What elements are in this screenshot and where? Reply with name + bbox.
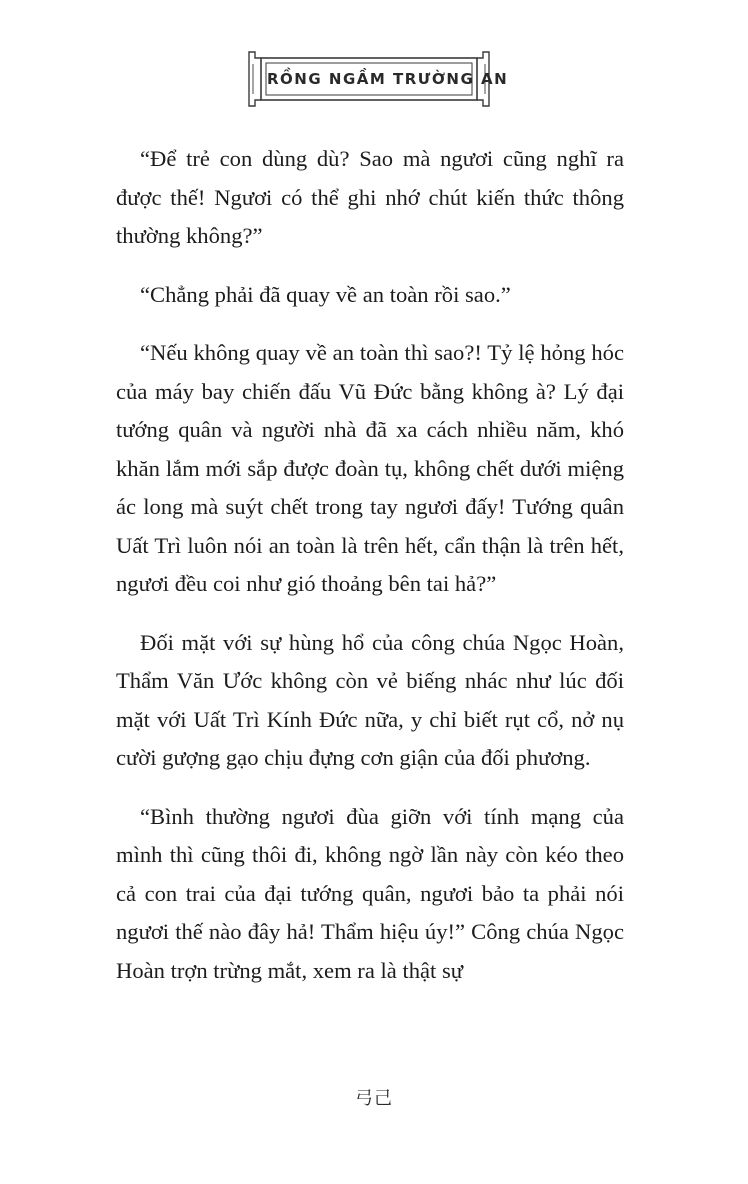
paragraph: Đối mặt với sự hùng hổ của công chúa Ngọc Hoàn, Thẩm Văn Ước không còn vẻ biếng nhác như lúc đối mặt với Uất Trì Kính Đức nữa, y chỉ biết rụt cổ, nở nụ cười gượng gạo chịu đựng cơn giận của đối phương. xyxy=(116,629,624,770)
book-title: RỒNG NGẦM TRƯỜNG AN xyxy=(267,70,509,88)
paragraph: “Chẳng phải đã quay về an toàn rồi sao.” xyxy=(140,281,511,307)
paragraph: “Để trẻ con dùng dù? Sao mà ngươi cũng nghĩ ra được thế! Ngươi có thể ghi nhớ chút kiến thức thông thường không?” xyxy=(116,146,624,248)
running-header xyxy=(245,48,509,110)
paragraph: “Bình thường ngươi đùa giỡn với tính mạng của mình thì cũng thôi đi, không ngờ lần này còn kéo theo cả con trai của đại tướng quân, ngươi bảo ta phải nói ngươi thế nào đây hả! Thẩm hiệu úy!” Công chúa Ngọc Hoàn trợn trừng mắt, xem ra là thật sự xyxy=(116,803,624,983)
page-number: 弓己 xyxy=(355,1088,393,1109)
page-body xyxy=(116,140,624,1010)
paragraph: “Nếu không quay về an toàn thì sao?! Tỷ lệ hỏng hóc của máy bay chiến đấu Vũ Đức bằng không à? Lý đại tướng quân và người nhà đã xa cách nhiều năm, khó khăn lắm mới sắp được đoàn tụ, không chết dưới miệng ác long mà suýt chết trong tay ngươi đấy! Tướng quân Uất Trì luôn nói an toàn là trên hết, cẩn thận là trên hết, ngươi đều coi như gió thoảng bên tai hả?” xyxy=(116,340,624,596)
